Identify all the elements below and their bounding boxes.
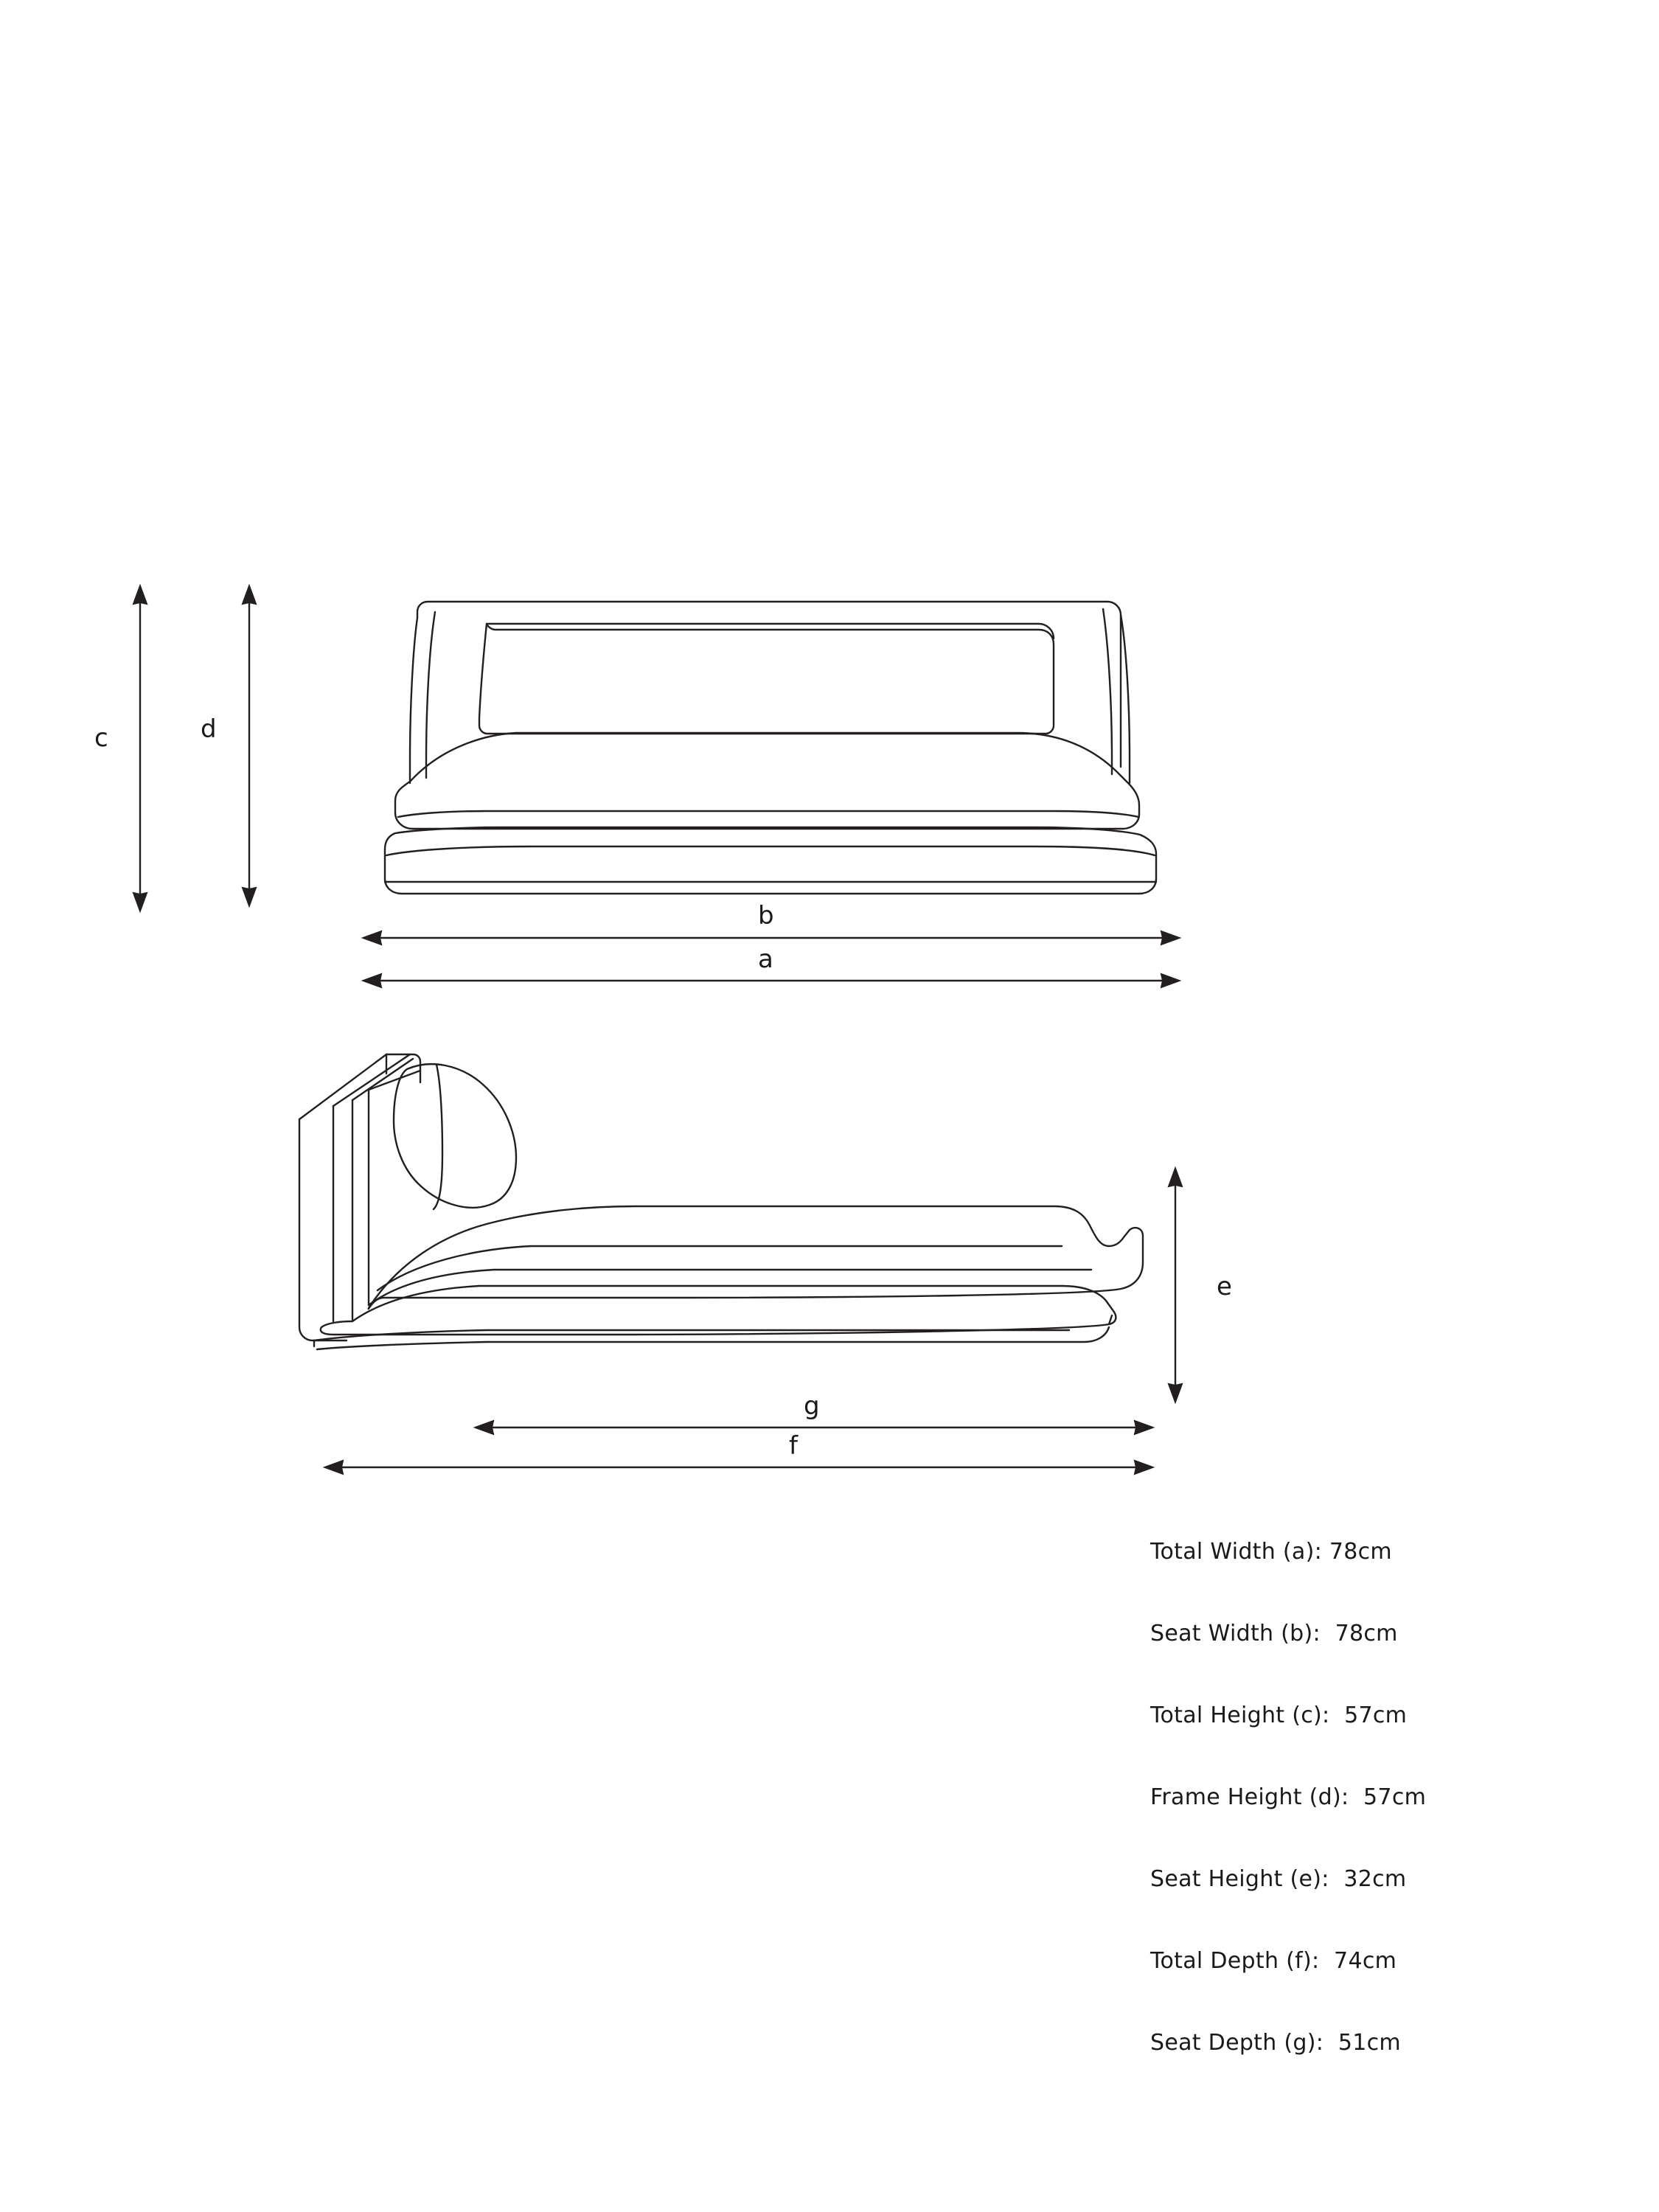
dimension-b	[380, 901, 1162, 938]
specification-list	[1150, 1484, 1563, 2111]
dimension-label-a: a	[758, 945, 773, 974]
spec-row-total-width: Total Width (a): 78cm	[1150, 1539, 1392, 1565]
dimension-a	[380, 945, 1162, 981]
side-elevation-sofa	[299, 1054, 1143, 1349]
spec-row-seat-height: Seat Height (e): 32cm	[1150, 1866, 1407, 1892]
dimension-label-c: c	[94, 723, 108, 753]
dimension-label-g: g	[804, 1391, 820, 1421]
spec-row-seat-depth: Seat Depth (g): 51cm	[1150, 2030, 1401, 2056]
dimension-label-d: d	[201, 714, 217, 744]
spec-row-total-depth: Total Depth (f): 74cm	[1150, 1948, 1397, 1974]
front-elevation-sofa	[385, 602, 1156, 894]
spec-row-seat-width: Seat Width (b): 78cm	[1150, 1621, 1398, 1646]
dimension-c	[94, 603, 140, 894]
dimension-d	[201, 603, 249, 888]
dimension-label-f: f	[789, 1431, 798, 1461]
dimension-f	[342, 1431, 1135, 1467]
spec-row-frame-height: Frame Height (d): 57cm	[1150, 1784, 1427, 1810]
dimension-e	[1175, 1186, 1232, 1385]
dimension-label-b: b	[758, 901, 774, 931]
dimension-label-e: e	[1217, 1272, 1232, 1301]
spec-row-total-height: Total Height (c): 57cm	[1150, 1703, 1408, 1728]
dimension-g	[493, 1391, 1135, 1427]
